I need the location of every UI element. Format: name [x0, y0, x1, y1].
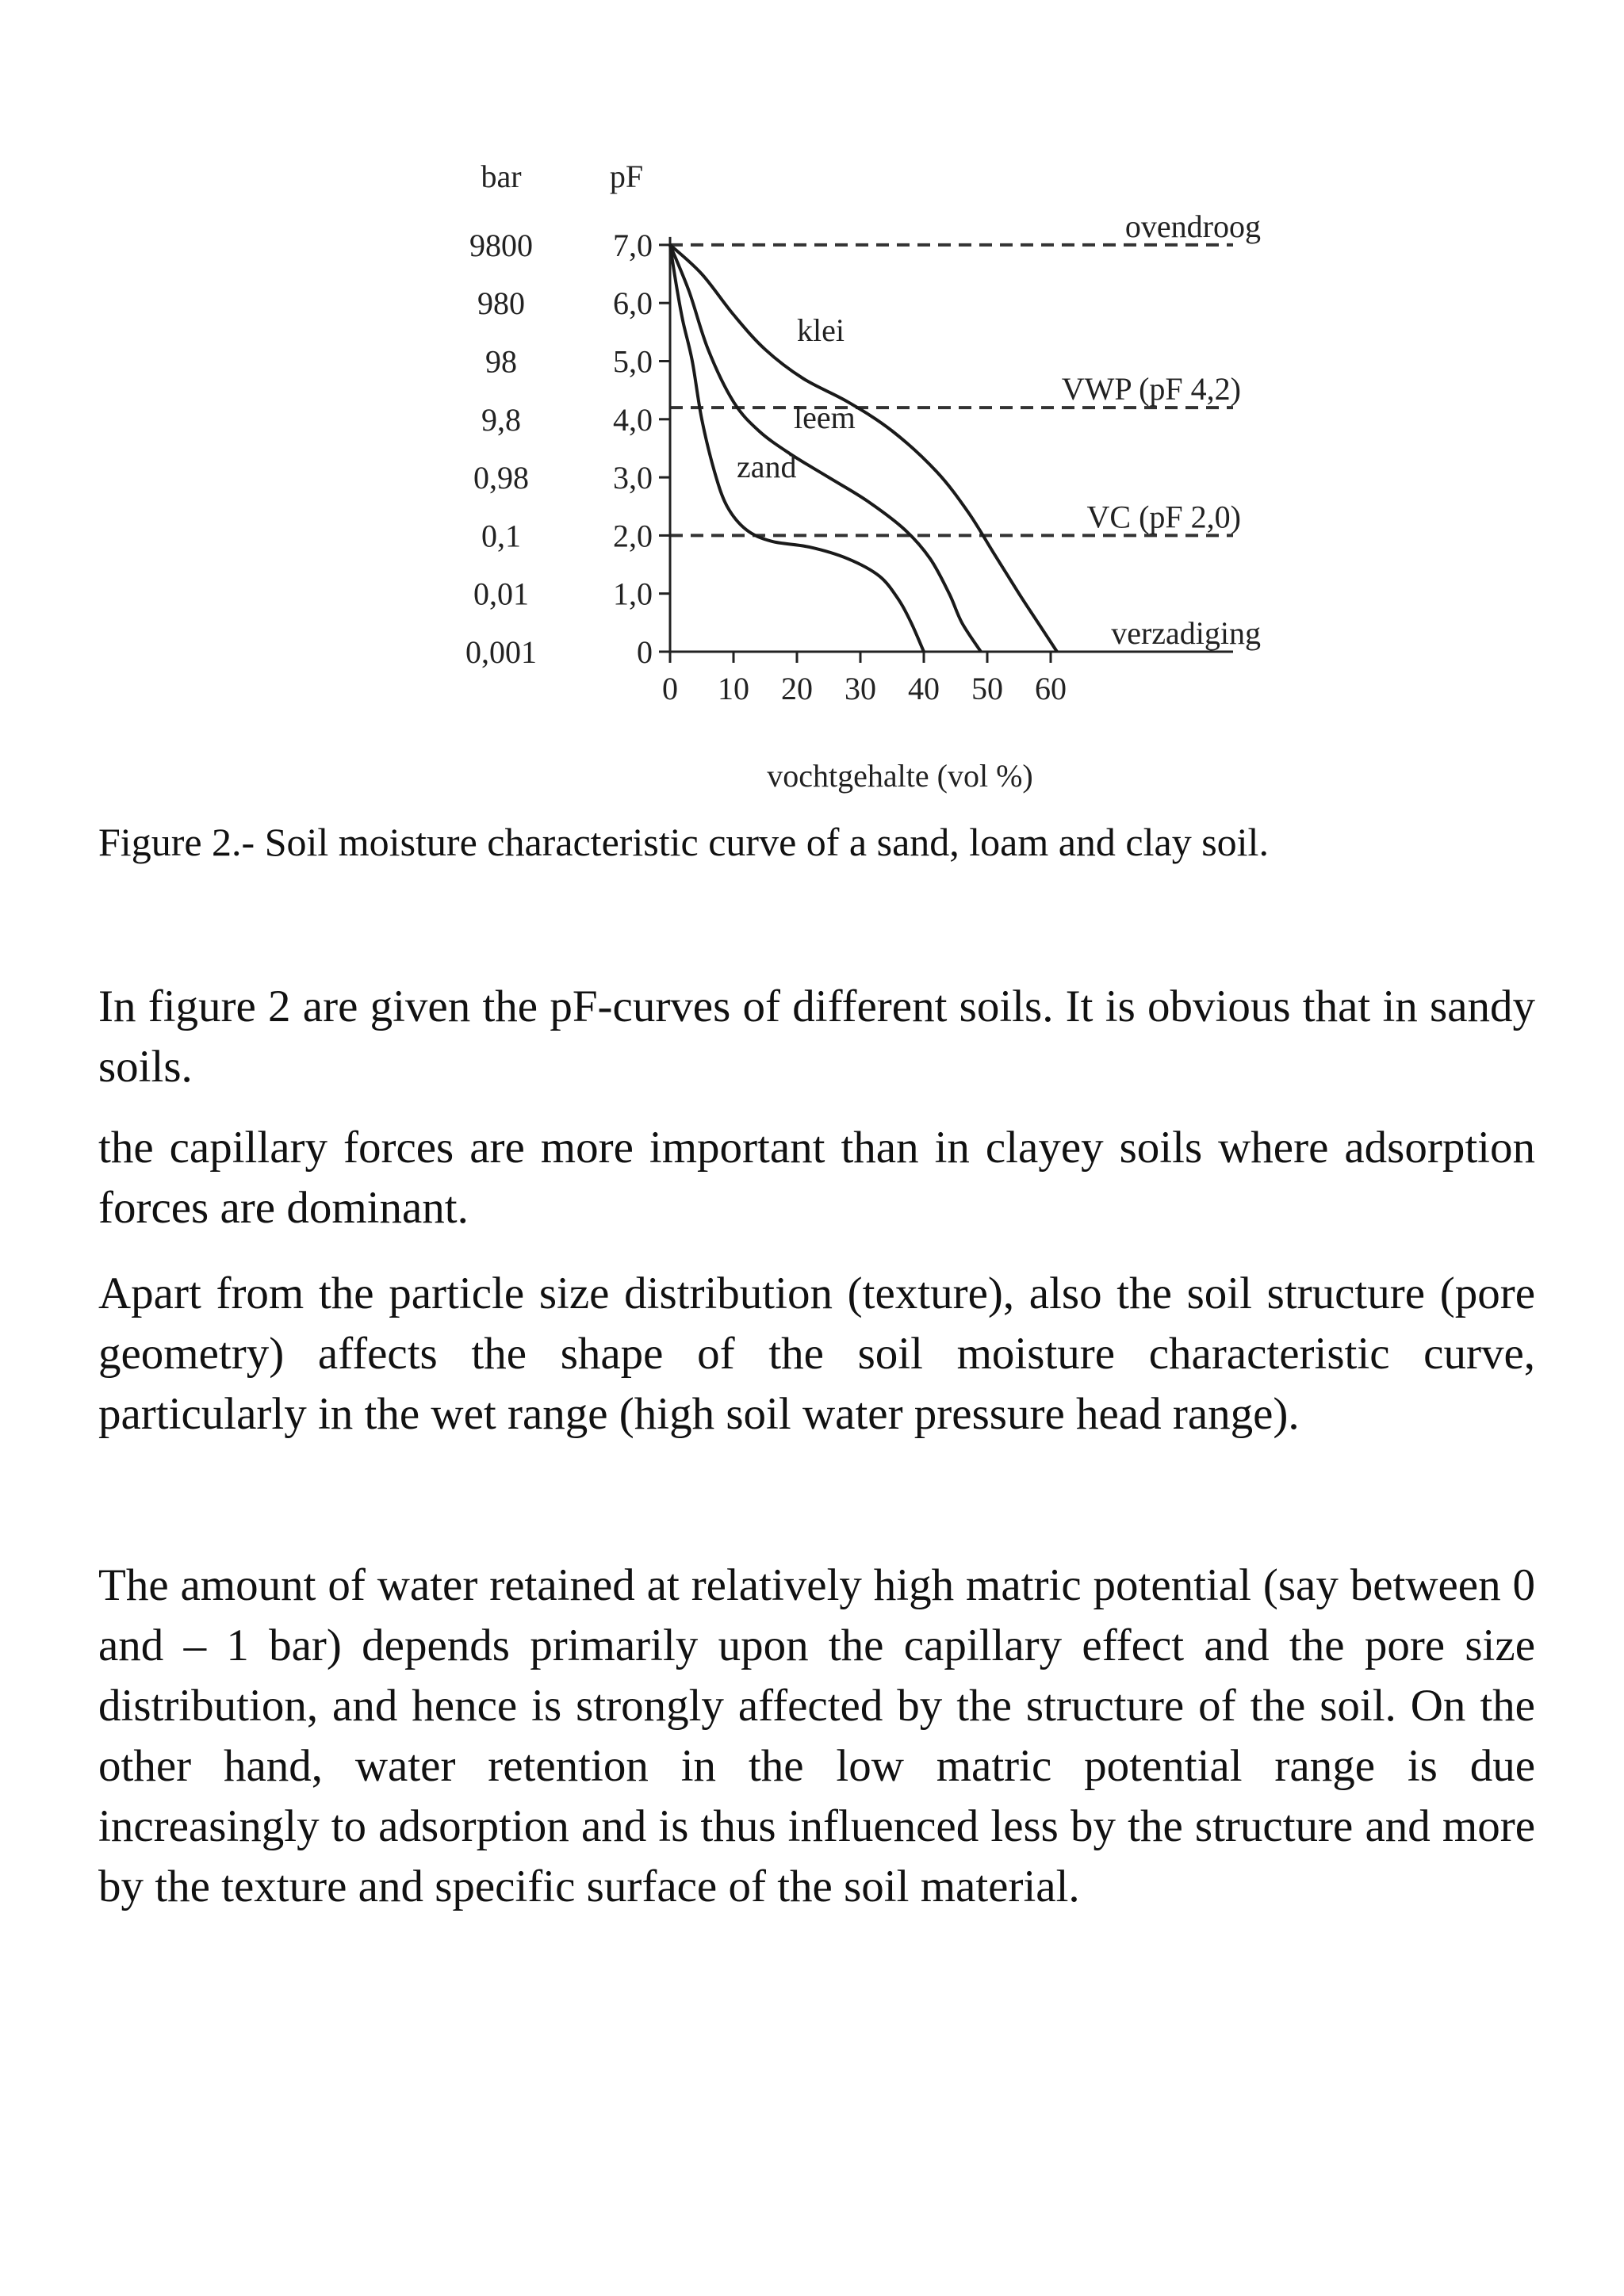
bar-label: 98 — [485, 343, 517, 380]
reference-label: ovendroog — [1124, 208, 1261, 244]
paragraph-3: Apart from the particle size distribution (texture), also the soil structure (pore geometry) affects the shape of the soil moisture characteristic curve, particularly in the wet range (high soil water pressure head range). — [98, 1269, 1535, 1439]
soil-moisture-chart — [0, 0, 1624, 801]
bar-axis-title: bar — [481, 159, 522, 194]
x-axis-label: vochtgehalte (vol %) — [767, 758, 1033, 794]
reference-label: VC (pF 2,0) — [1086, 499, 1241, 535]
x-tick-label: 20 — [781, 671, 813, 706]
curve-label-zand: zand — [737, 449, 797, 485]
reference-labels — [1062, 209, 1261, 651]
curve-leem — [670, 245, 981, 652]
pf-tick-label: 1,0 — [613, 576, 653, 612]
x-tick-label: 60 — [1035, 671, 1067, 706]
curves — [670, 245, 1057, 652]
reference-label: verzadiging — [1111, 615, 1261, 651]
bar-label: 980 — [477, 285, 525, 322]
reference-label: VWP (pF 4,2) — [1061, 371, 1241, 408]
pf-tick-label: 5,0 — [613, 343, 653, 380]
bar-label: 9800 — [469, 227, 533, 263]
x-ticks — [662, 652, 1067, 706]
x-tick-label: 0 — [662, 671, 678, 706]
bar-label: 0,98 — [473, 460, 529, 496]
axes — [670, 237, 1233, 652]
pf-tick-label: 0 — [637, 634, 653, 670]
curve-zand — [670, 245, 924, 652]
x-tick-label: 40 — [908, 671, 940, 706]
pf-tick-label: 4,0 — [613, 401, 653, 438]
paragraph-2: the capillary forces are more important than in clayey soils where adsorption forces are dominant. — [98, 1123, 1535, 1233]
pf-tick-label: 7,0 — [613, 227, 653, 263]
x-tick-label: 30 — [845, 671, 876, 706]
pf-tick-label: 6,0 — [613, 285, 653, 322]
bar-labels — [465, 228, 537, 670]
pf-ticks — [613, 228, 670, 670]
pf-tick-label: 3,0 — [613, 460, 653, 496]
bar-label: 0,01 — [473, 576, 529, 612]
figure-caption: Figure 2.- Soil moisture characteristic curve of a sand, loam and clay soil. — [98, 820, 1269, 864]
pf-tick-label: 2,0 — [613, 518, 653, 554]
bar-label: 0,001 — [465, 634, 537, 670]
x-tick-label: 50 — [971, 671, 1003, 706]
paragraph-4: The amount of water retained at relatively high matric potential (say between 0 and – 1 bar) depends primarily upon the capillary effect and the pore size distribution, and hence is strongly affected by the structure of the soil. On the other hand, water retention in the low matric potential range is due increasingly to adsorption and is thus influenced less by the structure and more by the texture and specific surface of the soil material. — [98, 1560, 1535, 1911]
paragraph-1: In figure 2 are given the pF-curves of different soils. It is obvious that in sandy soils. — [98, 982, 1535, 1092]
bar-label: 0,1 — [481, 518, 521, 554]
curve-label-leem: leem — [794, 399, 856, 435]
bar-label: 9,8 — [481, 401, 521, 438]
pf-axis-title: pF — [609, 159, 644, 194]
curve-klei — [670, 245, 1057, 652]
x-tick-label: 10 — [718, 671, 749, 706]
curve-label-klei: klei — [797, 312, 845, 348]
